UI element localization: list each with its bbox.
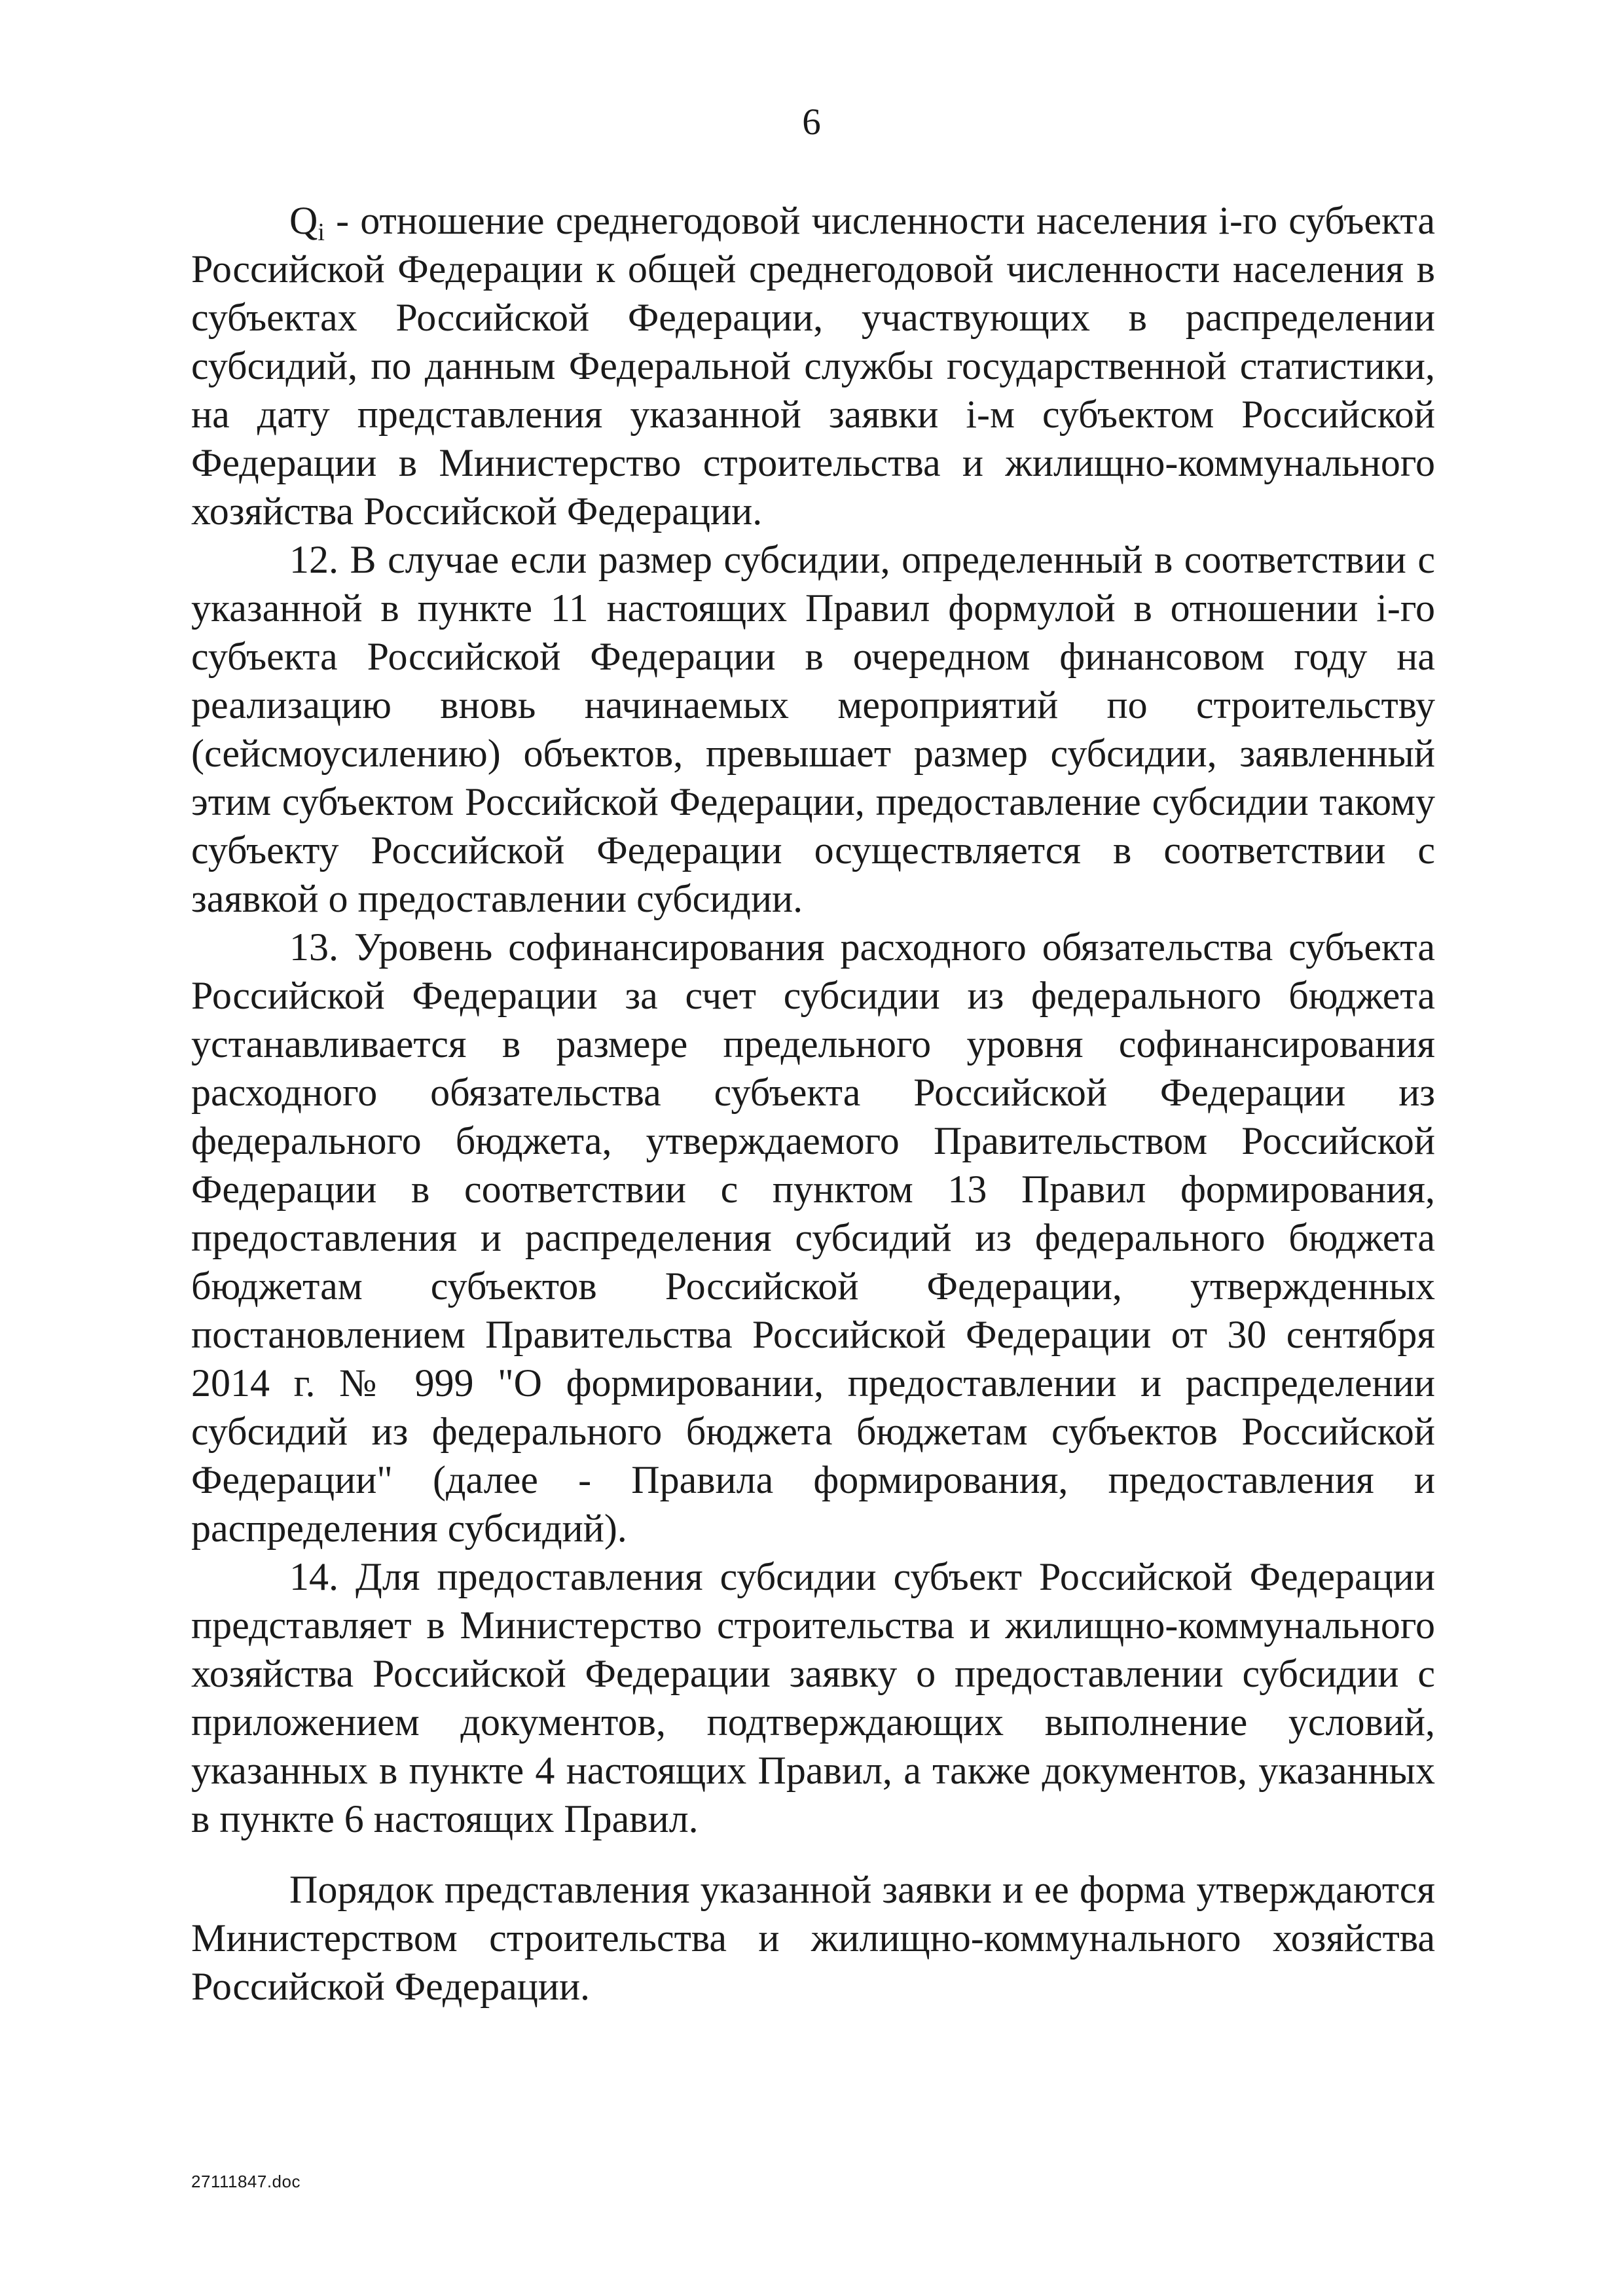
variable-subscript: i — [318, 219, 325, 246]
paragraph-text: - отношение среднегодовой численности населения i-го субъекта Российской Федерации к общей среднегодовой численности населения в субъектах Российской Федерации, участвующих в распределении субсидий, по данным Федеральной службы государственной статистики, на дату представления указанной заявки i-м субъектом Российской Федерации в Министерство строительства и жилищно-коммунального хозяйства Российской Федерации. — [191, 199, 1435, 533]
paragraph-qi-definition — [191, 196, 1435, 535]
footer-doc-code: 27111847.doc — [191, 2172, 301, 2191]
variable-symbol: Q — [289, 199, 318, 242]
paragraph-14: 14. Для предоставления субсидии субъект Российской Федерации представляет в Министерство строительства и жилищно-коммунального хозяйства Российской Федерации заявку о предоставлении субсидии с приложением документов, подтверждающих выполнение условий, указанных в пункте 4 настоящих Правил, а также документов, указанных в пункте 6 настоящих Правил. — [191, 1555, 1435, 1840]
paragraph-order: Порядок представления указанной заявки и ее форма утверждаются Министерством строительства и жилищно-коммунального хозяйства Российской Федерации. — [191, 1868, 1435, 2008]
paragraph-13: 13. Уровень софинансирования расходного обязательства субъекта Российской Федерации за счет субсидии из федерального бюджета устанавливается в размере предельного уровня софинансирования расходного обязательства субъекта Российской Федерации из федерального бюджета, утверждаемого Правительством Российской Федерации в соответствии с пунктом 13 Правил формирования, предоставления и распределения субсидий из федерального бюджета бюджетам субъектов Российской Федерации, утвержденных постановлением Правительства Российской Федерации от 30 сентября 2014 г. № 999 "О формировании, предоставлении и распределении субсидий из федерального бюджета бюджетам субъектов Российской Федерации" (далее - Правила формирования, предоставления и распределения субсидий). — [191, 925, 1435, 1550]
document-body — [191, 196, 1435, 2011]
paragraph-12: 12. В случае если размер субсидии, определенный в соответствии с указанной в пункте 11 настоящих Правил формулой в отношении i-го субъекта Российской Федерации в очередном финансовом году на реализацию вновь начинаемых мероприятий по строительству (сейсмоусилению) объектов, превышает размер субсидии, заявленный этим субъектом Российской Федерации, предоставление субсидии такому субъекту Российской Федерации осуществляется в соответствии с заявкой о предоставлении субсидии. — [191, 538, 1435, 920]
page-number: 6 — [802, 101, 821, 143]
